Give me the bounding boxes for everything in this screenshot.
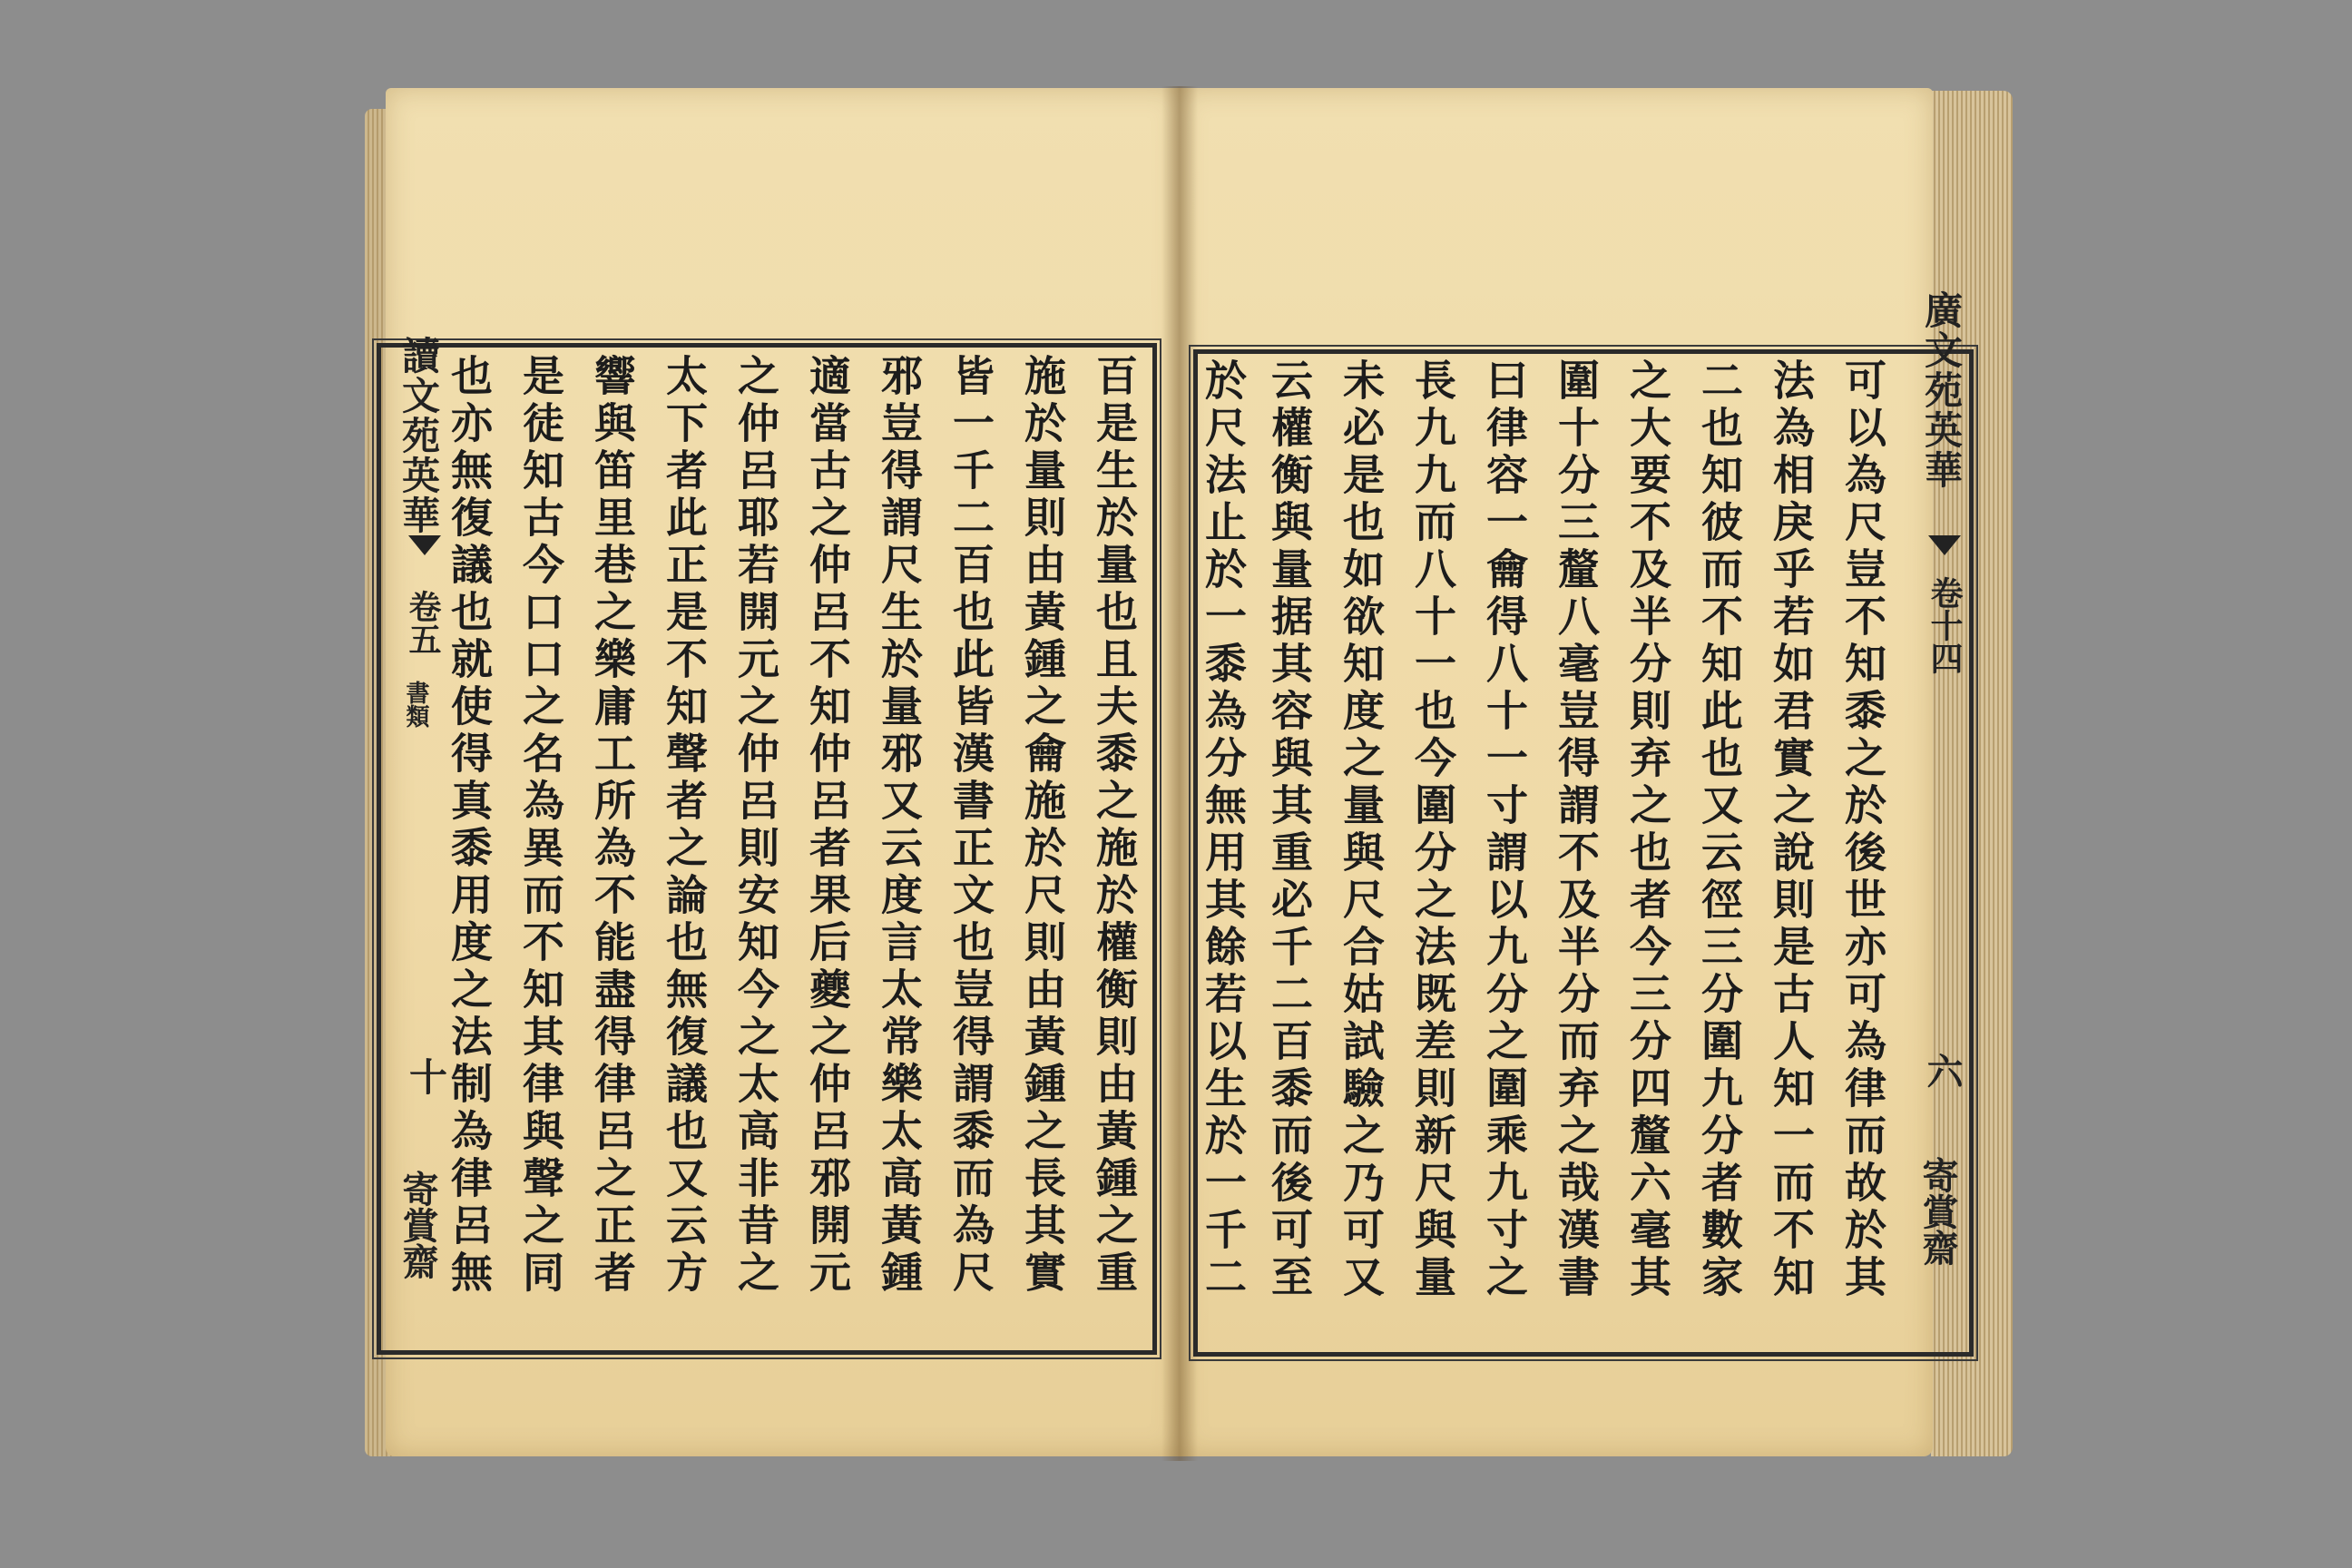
left-text-column-1: 百是生於量也且夫黍之施於權衡則由黃鍾之重 [1090, 354, 1139, 1298]
left-text-column-2: 施於量則由黃鍾之龠施於尺則由黃鍾之長其實 [1018, 354, 1067, 1298]
left-margin-hall-name: 寄賞齋 [397, 1171, 439, 1279]
right-margin-juan: 卷十四 [1926, 576, 1964, 674]
left-text-column-3: 皆一千二百也此皆漢書正文也豈得謂黍而為尺 [946, 354, 995, 1298]
left-margin-juan: 卷五 [404, 590, 442, 655]
right-text-column-7: 長九九而八十一也今圍分之法既差則新尺與量 [1408, 358, 1457, 1302]
right-text-column-4: 之大要不及半分則弃之也者今三分四釐六毫其 [1623, 358, 1672, 1302]
right-margin-hall-name: 寄賞齋 [1916, 1157, 1959, 1266]
left-margin-title: 讀文苑英華 [397, 336, 441, 535]
right-margin-page-number: 六 [1921, 1053, 1964, 1089]
left-fish-tail [408, 535, 441, 555]
left-text-column-7: 太下者此正是不知聲者之論也無復議也又云方 [660, 354, 709, 1298]
right-text-column-6: 曰律容一龠得八十一寸謂以九分之圍乘九寸之 [1480, 358, 1529, 1302]
right-text-column-3: 二也知彼而不知此也又云徑三分圍九分者數家 [1695, 358, 1744, 1302]
book-gutter [1161, 86, 1198, 1461]
left-margin-note: 書類 [402, 681, 429, 728]
right-text-column-9: 云權衡與量据其容與其重必千二百黍而後可至 [1265, 358, 1314, 1302]
left-text-column-8: 響與笛里巷之樂庸工所為不能盡得律呂之正者 [588, 354, 637, 1298]
right-text-column-10: 於尺法止於一黍為分無用其餘若以生於一千二 [1199, 358, 1248, 1302]
left-text-column-9: 是徒知古今口口之名為異而不知其律與聲之同 [516, 354, 565, 1298]
right-text-column-5: 圍十分三釐八毫豈得謂不及半分而弃之哉漢書 [1552, 358, 1601, 1302]
left-text-column-4: 邪豈得謂尺生於量邪又云度言太常樂太高黃鍾 [875, 354, 924, 1298]
left-text-column-10: 也亦無復議也就使得真黍用度之法制為律呂無 [445, 354, 494, 1298]
left-text-column-5: 適當古之仲呂不知仲呂者果后夔之仲呂邪開元 [803, 354, 852, 1298]
right-fish-tail [1928, 535, 1961, 555]
right-text-column-1: 可以為尺豈不知黍之於後世亦可為律而故於其 [1838, 358, 1887, 1302]
left-margin-page-number: 十 [404, 1057, 448, 1095]
right-margin-title: 廣文苑英華 [1919, 290, 1964, 490]
right-text-column-8: 未必是也如欲知度之量與尺合姑試驗之乃可又 [1337, 358, 1386, 1302]
right-text-column-2: 法為相戾乎若如君實之說則是古人知一而不知 [1767, 358, 1816, 1302]
left-text-column-6: 之仲呂耶若開元之仲呂則安知今之太高非昔之 [731, 354, 780, 1298]
